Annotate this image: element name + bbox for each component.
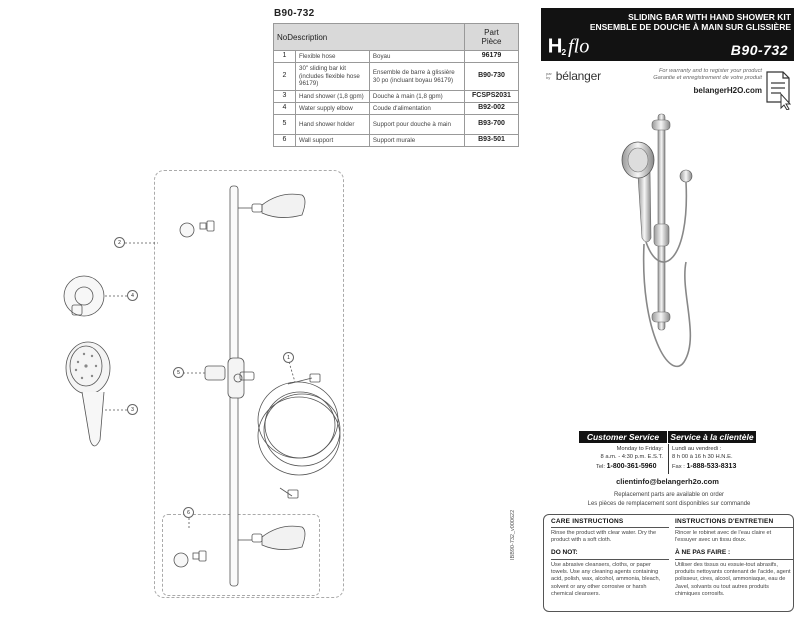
col-description: Description	[287, 32, 328, 42]
callout-3: 3	[127, 404, 138, 415]
customer-service-header	[579, 431, 756, 443]
table-row: 6 Wall support Support murale B93-501	[274, 135, 519, 147]
customer-service-fr: Service à la clientèle	[670, 432, 754, 442]
table-row: 5 Hand shower holder Support pour douche à main B93-700	[274, 115, 519, 135]
svg-text:flo: flo	[568, 35, 590, 57]
wall-support-top	[180, 194, 305, 237]
table-row: 3 Hand shower (1,8 gpm) Douche à main (1,8 gpm) FCSPS2031	[274, 91, 519, 103]
title-bar	[541, 8, 794, 61]
care-instructions-en: CARE INSTRUCTIONS Rinse the product with clear water. Dry the product with a soft cloth. DO NOT: Use abrasive cleansers, cloths, or paper towels. Use any cleaning agents containing acid, polish, wax, alcohol, ammonia, bleach, solvent or any other corrosive or harsh chemical cleansers.	[551, 518, 661, 597]
svg-text:2: 2	[561, 47, 567, 57]
hours-fr: Lundi au vendredi : 8 h 00 à 16 h 30 H.N.E.	[672, 446, 733, 460]
care-instructions-fr: INSTRUCTIONS D'ENTRETIEN Rincer le robinet avec de l'eau claire et l'essuyer avec un tissu doux. À NE PAS FAIRE : Utiliser des tissus ou essuie-tout abrasifs, produits nettoyants contenant de l'acide, agent polisseur, cires, alcool, ammoniaque, eau de Javel, solvants ou tout autres produits chimiques corrosifs.	[675, 518, 791, 597]
col-part: Part Pièce	[465, 24, 519, 51]
belanger-brand	[546, 69, 601, 83]
cs-divider	[668, 444, 669, 474]
hand-shower	[66, 342, 110, 446]
document-click-icon	[765, 70, 793, 110]
table-row: 4 Water supply elbow Coude d'alimentation B92-002	[274, 103, 519, 115]
title-en: SLIDING BAR WITH HAND SHOWER KIT	[628, 12, 791, 22]
document-code: IBB90-732_v000622	[510, 509, 516, 560]
flexible-hose	[258, 374, 340, 498]
col-no: No	[277, 32, 288, 42]
warranty-url[interactable]: belangerH2O.com	[693, 86, 762, 95]
warranty-text: For warranty and to register your product Garantie et enregistrement de votre produit	[653, 68, 762, 81]
title-fr: ENSEMBLE DE DOUCHE À MAIN SUR GLISSIÈRE	[589, 22, 791, 32]
callout-2: 2	[114, 237, 125, 248]
product-illustration	[620, 112, 730, 392]
title-model-number: B90-732	[730, 42, 788, 58]
h2flo-logo	[545, 33, 615, 57]
callout-1: 1	[283, 352, 294, 363]
table-row: 2 30" sliding bar kit (includes flexible hose 96179) Ensemble de barre à glissière 30 po (incluant boyau 96179) B90-730	[274, 63, 519, 91]
hand-shower-holder	[205, 358, 254, 398]
callout-6: 6	[183, 507, 194, 518]
fax-number: Fax : 1-888-533-8313	[672, 463, 737, 470]
replacement-parts-note: Replacement parts are available on order Les pièces de remplacement sont disponibles sur commande	[587, 492, 751, 507]
brand-by: par by	[546, 71, 552, 80]
table-row: 1 Flexible hose Boyau 96179	[274, 51, 519, 63]
water-supply-elbow	[64, 276, 104, 316]
phone-number[interactable]: Tel: 1-800-361-5960	[596, 463, 657, 470]
customer-service-en: Customer Service	[586, 432, 660, 442]
svg-text:H: H	[547, 35, 563, 57]
model-number: B90-732	[274, 8, 315, 19]
support-email-link[interactable]: clientinfo@belangerh2o.com	[616, 477, 719, 486]
hours-en: Monday to Friday: 8 a.m. - 4:30 p.m. E.S.T.	[600, 446, 663, 460]
callout-4: 4	[127, 290, 138, 301]
brand-name: bélanger	[555, 69, 601, 83]
wall-support-bottom	[174, 526, 305, 567]
callout-5: 5	[173, 367, 184, 378]
